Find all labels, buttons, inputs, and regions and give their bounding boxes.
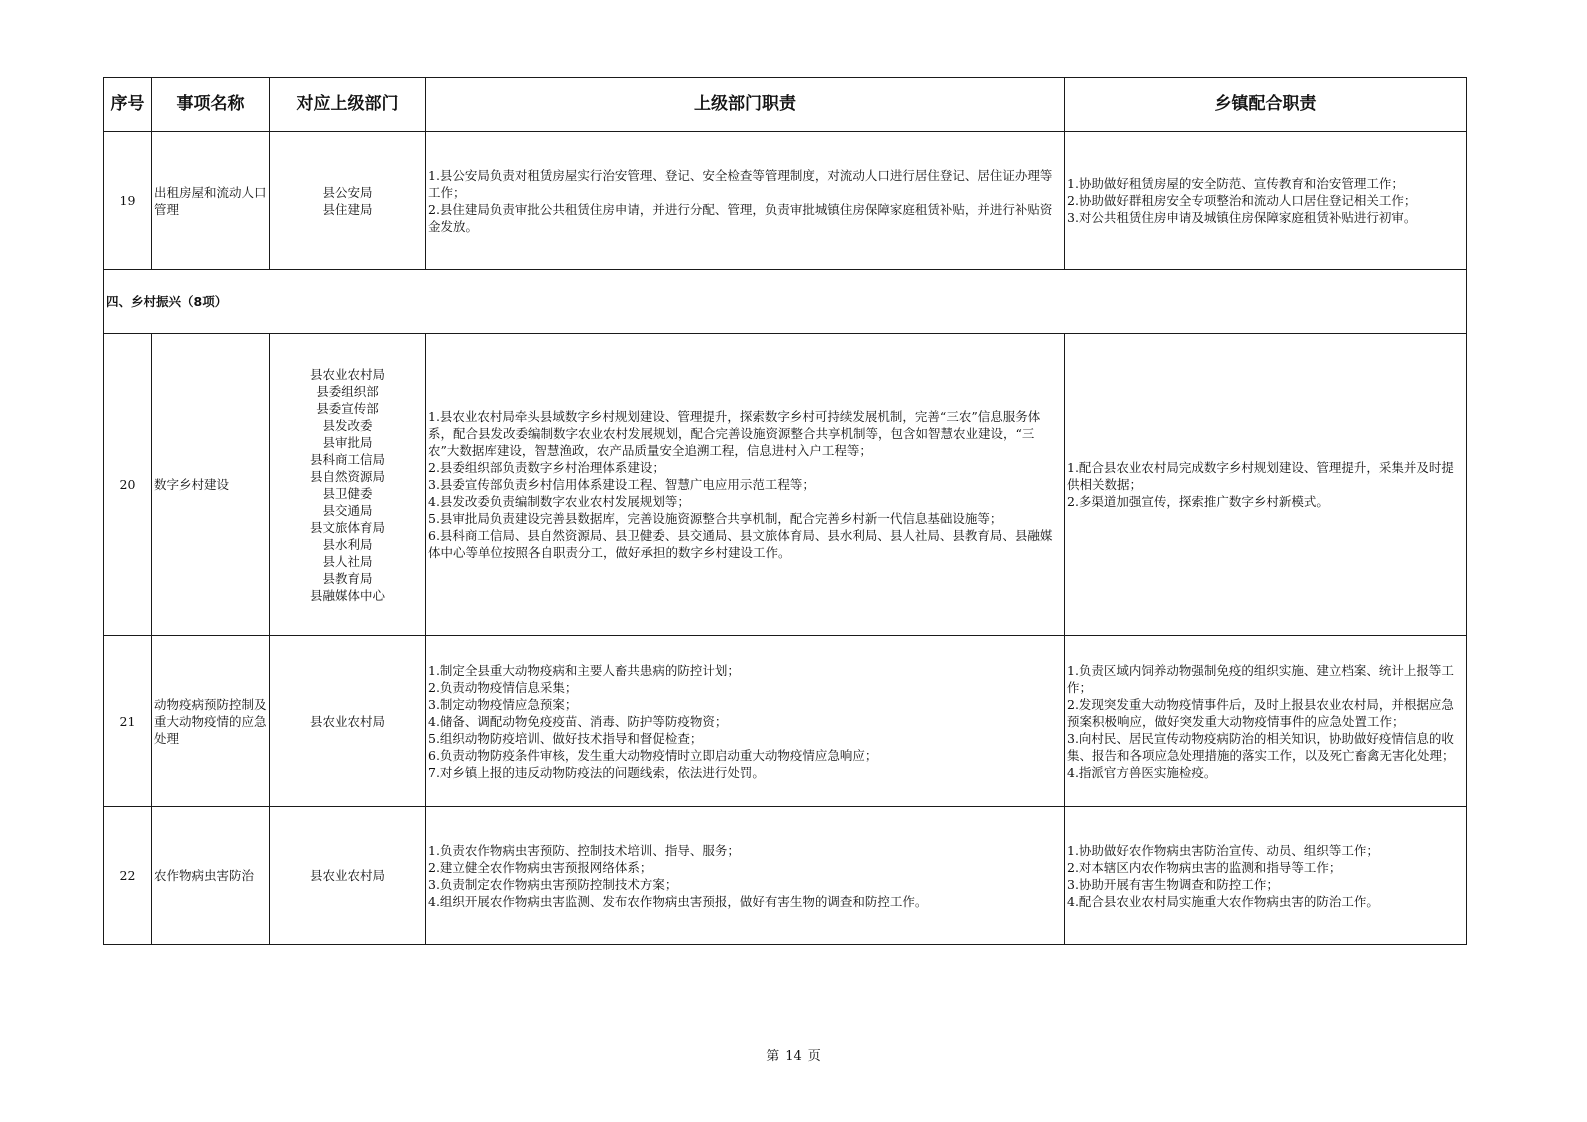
duty-line: 3.协助开展有害生物调查和防控工作；: [1067, 876, 1279, 892]
duty-line: 3.负责制定农作物病虫害预防控制技术方案；: [428, 876, 678, 892]
dept-entry: 县科商工信局: [309, 451, 385, 467]
row-upper-duty: [426, 334, 1065, 636]
table-row: [104, 807, 1467, 945]
dept-entry: 县水利局: [322, 536, 373, 552]
dept-entry: 县人社局: [322, 553, 373, 569]
dept-entry: 县农业农村局: [309, 868, 385, 883]
section-row: [104, 270, 1467, 334]
duty-line: 2.县委组织部负责数字乡村治理体系建设；: [428, 460, 665, 475]
row-dept-list: [270, 334, 426, 636]
header-upper-dept: 对应上级部门: [270, 78, 426, 132]
duty-line: 4.配合县农业农村局实施重大农作物病虫害的防治工作。: [1067, 893, 1379, 909]
table-row: [104, 636, 1467, 807]
header-item-name: 事项名称: [152, 78, 270, 132]
row-item-name: 数字乡村建设: [152, 334, 270, 636]
duty-line: 5.县审批局负责建设完善县数据库，完善设施资源整合共享机制，配合完善乡村新一代信息基础设施等；: [428, 511, 1003, 526]
dept-entry: 县文旅体育局: [309, 519, 385, 535]
row-town-duty: [1065, 807, 1467, 945]
duty-line: 3.县委宣传部负责乡村信用体系建设工程、智慧广电应用示范工程等；: [428, 477, 815, 492]
duty-line: 3.制定动物疫情应急预案；: [428, 696, 578, 712]
section-title: 四、乡村振兴（8项）: [104, 270, 1467, 334]
dept-entry: 县公安局: [322, 184, 373, 200]
page-number: 14: [785, 1049, 802, 1064]
duty-line: 6.负责动物防疫条件审核，发生重大动物疫情时立即启动重大动物疫情应急响应；: [428, 747, 878, 763]
dept-entry: 县农业农村局: [309, 366, 385, 382]
duty-line: 1.负责区域内饲养动物强制免疫的组织实施、建立档案、统计上报等工作；: [1067, 662, 1454, 695]
header-row: [104, 78, 1467, 132]
row-serial: 21: [104, 636, 152, 807]
table-row: [104, 132, 1467, 270]
dept-entry: 县卫健委: [322, 485, 373, 501]
duty-line: 1.县农业农村局牵头县域数字乡村规划建设、管理提升，探索数字乡村可持续发展机制，完善“三农”信息服务体系，配合县发改委编制数字农业农村发展规划，配合完善设施资源整合共享机制等，包含如智慧农业建设，“三农”大数据库建设，智慧渔政，农产品质量安全追溯工程，信息进村入户工程等；: [428, 409, 1041, 458]
dept-entry: 县发改委: [322, 417, 373, 433]
duty-line: 4.储备、调配动物免疫疫苗、消毒、防护等防疫物资；: [428, 713, 728, 729]
duty-line: 1.协助做好农作物病虫害防治宣传、动员、组织等工作；: [1067, 842, 1379, 858]
page-footer: [0, 1045, 1587, 1064]
table-row: [104, 334, 1467, 636]
duty-table: [103, 77, 1467, 945]
duty-line: 4.县发改委负责编制数字农业农村发展规划等；: [428, 494, 690, 509]
row-serial: 22: [104, 807, 152, 945]
row-serial: 20: [104, 334, 152, 636]
row-serial: 19: [104, 132, 152, 270]
dept-entry: 县融媒体中心: [309, 587, 385, 603]
row-dept-list: [270, 132, 426, 270]
page-prefix: 第: [766, 1049, 780, 1064]
duty-line: 2.负责动物疫情信息采集；: [428, 679, 578, 695]
duty-line: 5.组织动物防疫培训、做好技术指导和督促检查；: [428, 730, 703, 746]
dept-entry: 县教育局: [322, 570, 373, 586]
duty-line: 1.配合县农业农村局完成数字乡村规划建设、管理提升，采集并及时提供相关数据；: [1067, 460, 1454, 492]
dept-entry: 县委组织部: [316, 383, 379, 399]
duty-line: 2.建立健全农作物病虫害预报网络体系；: [428, 859, 653, 875]
header-serial: 序号: [104, 78, 152, 132]
row-town-duty: [1065, 132, 1467, 270]
row-item-name: 出租房屋和流动人口管理: [152, 132, 270, 270]
dept-entry: 县审批局: [322, 434, 373, 450]
dept-entry: 县委宣传部: [316, 400, 379, 416]
duty-line: 2.协助做好群租房安全专项整治和流动人口居住登记相关工作；: [1067, 193, 1417, 208]
duty-line: 2.多渠道加强宣传，探索推广数字乡村新模式。: [1067, 494, 1329, 509]
duty-line: 2.对本辖区内农作物病虫害的监测和指导等工作；: [1067, 859, 1342, 875]
header-upper-duty: 上级部门职责: [426, 78, 1065, 132]
row-dept-list: [270, 636, 426, 807]
duty-line: 4.组织开展农作物病虫害监测、发布农作物病虫害预报，做好有害生物的调查和防控工作。: [428, 893, 928, 909]
header-town-duty: 乡镇配合职责: [1065, 78, 1467, 132]
dept-entry: 县农业农村局: [309, 713, 385, 729]
row-item-name: 农作物病虫害防治: [152, 807, 270, 945]
duty-line: 7.对乡镇上报的违反动物防疫法的问题线索，依法进行处罚。: [428, 764, 765, 780]
duty-line: 6.县科商工信局、县自然资源局、县卫健委、县交通局、县文旅体育局、县水利局、县人社局、县教育局、县融媒体中心等单位按照各自职责分工，做好承担的数字乡村建设工作。: [428, 528, 1053, 560]
duty-line: 3.向村民、居民宣传动物疫病防治的相关知识，协助做好疫情信息的收集、报告和各项应急处理措施的落实工作，以及死亡畜禽无害化处理；: [1067, 730, 1455, 763]
dept-entry: 县交通局: [322, 502, 373, 518]
row-upper-duty: [426, 636, 1065, 807]
dept-entry: 县住建局: [322, 201, 373, 217]
page-suffix: 页: [807, 1049, 821, 1064]
row-dept-list: [270, 807, 426, 945]
row-item-name: 动物疫病预防控制及重大动物疫情的应急处理: [152, 636, 270, 807]
duty-line: 4.指派官方兽医实施检疫。: [1067, 764, 1217, 780]
duty-line: 1.负责农作物病虫害预防、控制技术培训、指导、服务；: [428, 842, 740, 858]
duty-line: 1.县公安局负责对租赁房屋实行治安管理、登记、安全检查等管理制度，对流动人口进行居住登记、居住证办理等工作；: [428, 167, 1053, 200]
duty-line: 3.对公共租赁住房申请及城镇住房保障家庭租赁补贴进行初审。: [1067, 210, 1417, 225]
row-town-duty: [1065, 334, 1467, 636]
duty-line: 2.县住建局负责审批公共租赁住房申请，并进行分配、管理，负责审批城镇住房保障家庭租赁补贴，并进行补贴资金发放。: [428, 201, 1053, 234]
duty-line: 1.协助做好租赁房屋的安全防范、宣传教育和治安管理工作；: [1067, 176, 1404, 191]
row-upper-duty: [426, 132, 1065, 270]
duty-line: 1.制定全县重大动物疫病和主要人畜共患病的防控计划；: [428, 662, 740, 678]
row-upper-duty: [426, 807, 1065, 945]
duty-line: 2.发现突发重大动物疫情事件后，及时上报县农业农村局，并根据应急预案积极响应，做好突发重大动物疫情事件的应急处置工作；: [1067, 696, 1454, 729]
row-town-duty: [1065, 636, 1467, 807]
dept-entry: 县自然资源局: [309, 468, 385, 484]
